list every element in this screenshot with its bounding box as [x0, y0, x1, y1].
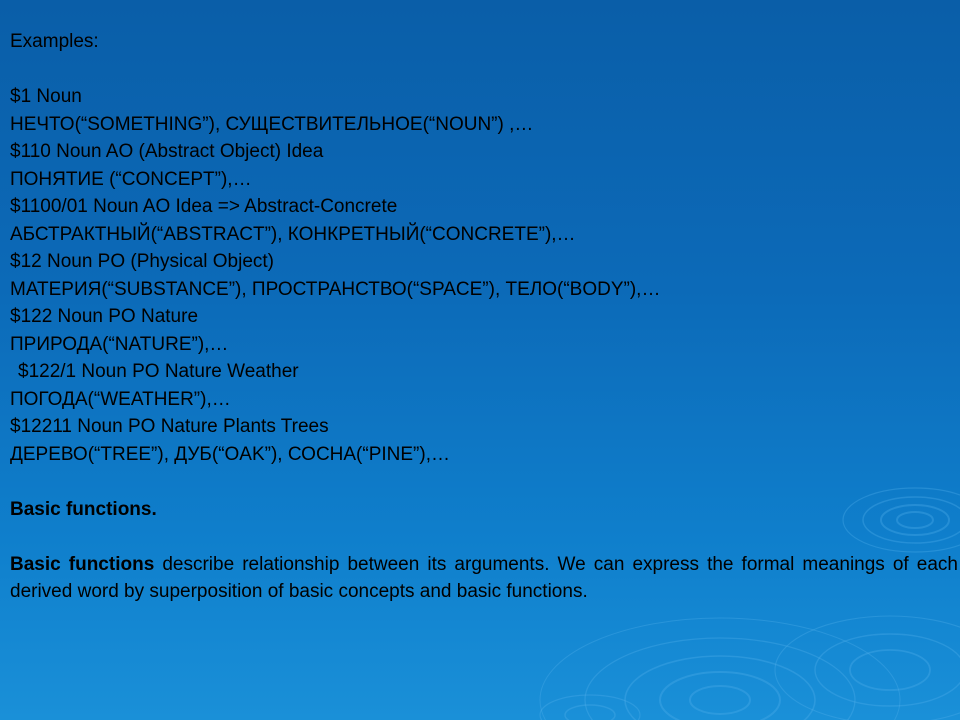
spacer: [10, 523, 958, 551]
entry-code: $1 Noun: [10, 86, 82, 107]
entry-code: $122 Noun PO Nature: [10, 306, 199, 327]
entry-words: ПРИРОДА(“NATURE”),…: [10, 333, 229, 355]
entry-code: $122/1 Noun PO Nature Weather: [18, 361, 299, 382]
examples-heading: Examples:: [10, 31, 99, 52]
entry-code: $110 Noun AO (Abstract Object) Idea: [10, 141, 324, 162]
basic-functions-heading: Basic functions.: [10, 498, 157, 520]
entry-words: ДЕРЕВО(“TREE”), ДУБ(“OAK”), СОСНА(“PINE”),…: [10, 443, 450, 465]
paragraph-text: describe relationship between its arguments. We can express the formal meanings of each derived word by superposition of basic concepts and basic functions.: [10, 553, 958, 602]
entry-words: ПОНЯТИЕ (“CONCEPT”),…: [10, 168, 252, 190]
entry-words: МАТЕРИЯ(“SUBSTANCE”), ПРОСТРАНСТВО(“SPACE”), ТЕЛО(“BODY”),…: [10, 278, 661, 300]
basic-functions-paragraph: [10, 551, 958, 606]
spacer: [10, 56, 958, 84]
spacer: [10, 468, 958, 496]
entry-words: НЕЧТО(“SOMETHING”), СУЩЕСТВИТЕЛЬНОЕ(“NOUN”) ,…: [10, 113, 534, 135]
entry-code: $12 Noun PO (Physical Object): [10, 251, 275, 272]
entry-words: ПОГОДА(“WEATHER”),…: [10, 388, 231, 410]
entry-code: $12211 Noun PO Nature Plants Trees: [10, 416, 329, 437]
entry-words: АБСТРАКТНЫЙ(“ABSTRACT”), КОНКРЕТНЫЙ(“CONCRETE”),…: [10, 223, 576, 245]
entry-code: $1100/01 Noun AO Idea => Abstract-Concrete: [10, 196, 398, 217]
paragraph-bold-term: Basic functions: [10, 553, 155, 575]
slide-content: [10, 28, 958, 606]
